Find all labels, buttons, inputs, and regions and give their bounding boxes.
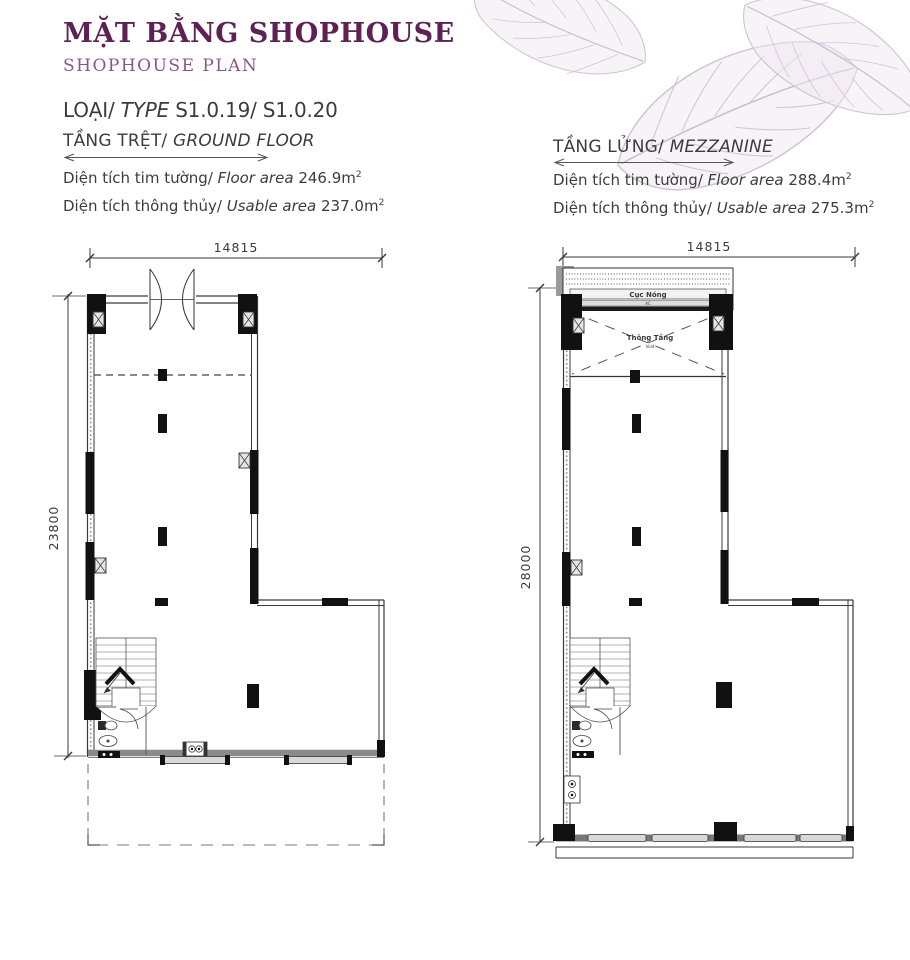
mezzanine-floor-area-vi: Diện tích tim tường/	[553, 171, 703, 189]
ground-height-dimension	[46, 292, 86, 760]
mezzanine-ac-band	[556, 266, 733, 311]
ground-floor-plan	[40, 233, 400, 858]
leaf-icon	[455, 0, 662, 102]
window-grille-icon	[93, 312, 104, 327]
mezzanine-plan	[505, 233, 885, 873]
ground-canopy-line	[94, 369, 251, 381]
page-subtitle: SHOPHOUSE PLAN	[63, 56, 259, 76]
window-grille-icon	[573, 318, 584, 333]
ground-floor-area-vi: Diện tích tim tường/	[63, 169, 213, 187]
window-grille-icon	[713, 316, 724, 331]
mezzanine-width-dimension	[559, 239, 859, 267]
ground-usable-area-en: Usable area	[226, 197, 317, 215]
ground-floor-area-en: Floor area	[217, 169, 294, 187]
ground-floor-area	[63, 169, 362, 187]
ac-label: Cục Nóng	[629, 291, 667, 299]
type-line	[63, 98, 338, 122]
mezzanine-walls	[556, 294, 853, 858]
ground-floor-label-vi: TẦNG TRỆT/	[63, 131, 168, 151]
mezzanine-floor-area-en: Floor area	[707, 171, 784, 189]
mezzanine-height-dimension	[518, 284, 558, 846]
mezzanine-label	[553, 137, 773, 157]
ground-width-value: 14815	[213, 240, 259, 255]
stairs-symbol	[96, 638, 156, 722]
window-grille-icon	[571, 560, 582, 575]
ground-floor-area-value: 246.9m	[298, 169, 356, 187]
type-codes: S1.0.19/ S1.0.20	[175, 98, 338, 122]
ground-bottom-windows	[160, 755, 352, 765]
ground-width-dimension	[86, 240, 386, 268]
mezzanine-usable-area-en: Usable area	[716, 199, 807, 217]
mezzanine-height-value: 28000	[518, 544, 533, 590]
mezzanine-floor-area-value: 288.4m	[788, 171, 846, 189]
ground-floor-label-en: GROUND FLOOR	[172, 131, 315, 151]
mezzanine-label-en: MEZZANINE	[669, 137, 773, 157]
ground-usable-area-sup: 2	[378, 198, 385, 208]
ground-usable-area	[63, 197, 384, 215]
void-label: Thông Tầng	[626, 334, 674, 342]
fixture-icon	[183, 742, 207, 756]
mezzanine-usable-area-value: 275.3m	[811, 199, 869, 217]
ground-usable-area-value: 237.0m	[321, 197, 379, 215]
ground-floor-label	[63, 131, 315, 151]
mezzanine-underline-arrow	[553, 158, 735, 167]
mezzanine-usable-area-sup: 2	[868, 200, 875, 210]
mezzanine-label-vi: TẦNG LỬNG/	[553, 137, 664, 157]
mezzanine-usable-area	[553, 199, 874, 217]
page-title: MẶT BẰNG SHOPHOUSE	[63, 18, 455, 49]
mezzanine-floor-area-sup: 2	[845, 172, 852, 182]
stairs-symbol	[570, 638, 630, 722]
ground-height-value: 23800	[46, 505, 61, 551]
type-label-vi: LOẠI/	[63, 98, 115, 122]
void-sub-label: Void	[645, 344, 655, 349]
mezzanine-usable-area-vi: Diện tích thông thủy/	[553, 199, 712, 217]
type-label-en: TYPE	[120, 98, 170, 122]
window-grille-icon	[95, 558, 106, 573]
mezzanine-floor-area	[553, 171, 852, 189]
window-grille-icon	[243, 312, 254, 327]
ground-floor-area-sup: 2	[355, 170, 362, 180]
mezzanine-width-value: 14815	[686, 239, 732, 254]
ground-entrance-door	[148, 269, 196, 330]
mezzanine-void	[570, 312, 726, 383]
fixture-icon	[564, 776, 580, 803]
ground-underline-arrow	[63, 153, 269, 162]
ground-usable-area-vi: Diện tích thông thủy/	[63, 197, 222, 215]
window-grille-icon	[239, 453, 250, 468]
ground-boundary-dashed	[88, 764, 384, 845]
ac-sub-label: AC	[645, 301, 651, 306]
